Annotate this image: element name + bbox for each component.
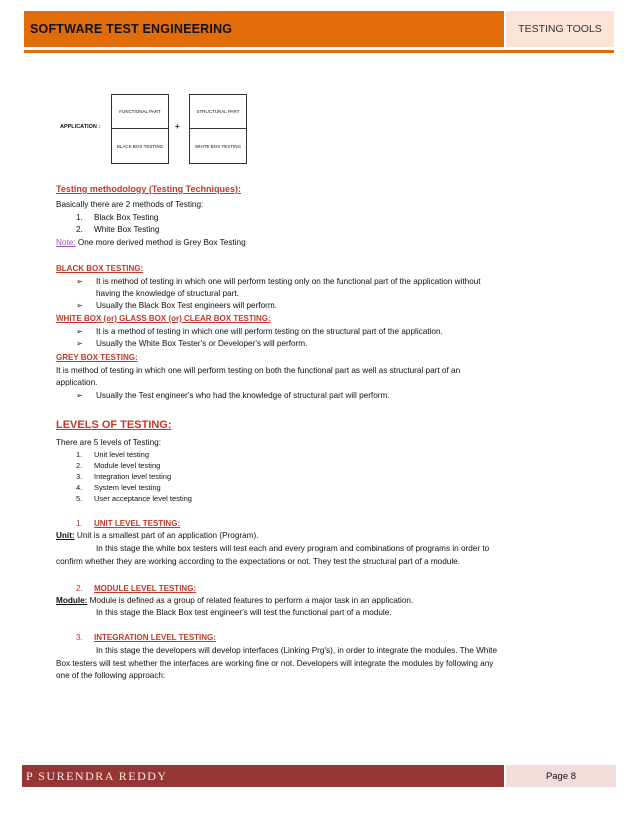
white-box-bullet	[76, 326, 443, 337]
unit-para: In this stage the white box testers will test each and every program and combinations of programs in order to	[96, 544, 490, 553]
note-text: One more derived method is Grey Box Testing	[75, 238, 246, 247]
module-heading: MODULE LEVEL TESTING:	[94, 584, 197, 593]
grey-box-para: It is method of testing in which one will perform testing on both the functional part as well as structural part of an	[56, 366, 461, 375]
black-box-bullet	[76, 300, 277, 311]
unit-def-text: Unit is a smallest part of an application (Program).	[74, 531, 259, 540]
black-box-bullet-text: Usually the Black Box Test engineers will perform.	[96, 301, 277, 310]
black-box-testing-label: BLACK BOX TESTING	[116, 143, 164, 149]
methodology-item-num: 1.	[76, 213, 83, 222]
plus-sign: +	[175, 122, 180, 131]
module-definition	[56, 595, 413, 606]
levels-item	[76, 482, 161, 493]
black-box-bullet-cont: having the knowledge of structural part.	[96, 289, 239, 298]
levels-item-text: System level testing	[94, 483, 161, 492]
integration-num: 3.	[76, 633, 83, 642]
white-box-bullet	[76, 338, 307, 349]
integration-para-cont: one of the following approach:	[56, 671, 166, 680]
arrow-bullet-icon: ➢	[76, 391, 83, 400]
white-box-heading: WHITE BOX (or) GLASS BOX (or) CLEAR BOX TESTING:	[56, 314, 271, 323]
structural-part-label: STRUCTURAL PART	[190, 95, 246, 129]
levels-item	[76, 493, 192, 504]
unit-heading-row	[76, 518, 180, 529]
methodology-item-text: White Box Testing	[94, 225, 160, 234]
levels-item-text: Integration level testing	[94, 472, 172, 481]
module-para: In this stage the Black Box test engineer's will test the functional part of a module.	[96, 608, 392, 617]
black-box-bullet	[76, 276, 481, 287]
methodology-heading: Testing methodology (Testing Techniques):	[56, 184, 241, 194]
methodology-note	[56, 237, 246, 248]
levels-item	[76, 460, 160, 471]
levels-item-text: User acceptance level testing	[94, 494, 192, 503]
levels-item-num: 5.	[76, 494, 83, 503]
levels-item-num: 1.	[76, 450, 83, 459]
module-def-text: Module is defined as a group of related features to perform a major task in an application.	[87, 596, 414, 605]
functional-part-label: FUNCTIONAL PART	[112, 95, 168, 129]
note-label: Note:	[56, 238, 76, 247]
unit-def-label: Unit:	[56, 531, 75, 540]
white-box-testing-label: WHITE BOX TESTING	[195, 143, 241, 149]
unit-definition	[56, 530, 259, 541]
arrow-bullet-icon: ➢	[76, 327, 83, 336]
page-header	[24, 11, 614, 47]
white-box-bullet-text: Usually the White Box Tester's or Developer's will perform.	[96, 339, 308, 348]
grey-box-bullet-text: Usually the Test engineer's who had the knowledge of structural part will perform.	[96, 391, 390, 400]
arrow-bullet-icon: ➢	[76, 277, 83, 286]
grey-box-para-cont: application.	[56, 378, 98, 387]
methodology-item-num: 2.	[76, 225, 83, 234]
application-diagram	[60, 94, 260, 164]
levels-item-num: 4.	[76, 483, 83, 492]
integration-para: In this stage the developers will develop interfaces (Linking Prg's), in order to integrate the modules. The White	[96, 646, 497, 655]
methodology-item-text: Black Box Testing	[94, 213, 159, 222]
levels-item-num: 2.	[76, 461, 83, 470]
methodology-item	[76, 224, 159, 235]
functional-part-box	[111, 94, 169, 164]
integration-heading-row	[76, 632, 216, 643]
module-num: 2.	[76, 584, 83, 593]
grey-box-heading: GREY BOX TESTING:	[56, 353, 138, 362]
methodology-item	[76, 212, 158, 223]
methodology-intro: Basically there are 2 methods of Testing:	[56, 200, 204, 209]
header-title: SOFTWARE TEST ENGINEERING	[24, 11, 504, 47]
levels-item-text: Unit level testing	[94, 450, 150, 459]
black-box-bullet-text: It is method of testing in which one will perform testing only on the functional part of the application without	[96, 277, 481, 286]
levels-item	[76, 449, 149, 460]
levels-item-num: 3.	[76, 472, 83, 481]
arrow-bullet-icon: ➢	[76, 339, 83, 348]
structural-part-box	[189, 94, 247, 164]
unit-num: 1.	[76, 519, 83, 528]
integration-heading: INTEGRATION LEVEL TESTING:	[94, 633, 216, 642]
footer-page-number: Page 8	[504, 765, 616, 787]
levels-intro: There are 5 levels of Testing:	[56, 438, 161, 447]
page-footer	[22, 765, 616, 787]
application-label: APPLICATION :	[60, 124, 101, 130]
levels-heading: LEVELS OF TESTING:	[56, 419, 172, 431]
unit-heading: UNIT LEVEL TESTING:	[94, 519, 181, 528]
module-def-label: Module:	[56, 596, 88, 605]
white-box-bullet-text: It is a method of testing in which one will perform testing on the structural part of the application.	[96, 327, 443, 336]
grey-box-bullet	[76, 390, 390, 401]
module-heading-row	[76, 583, 196, 594]
black-box-heading: BLACK BOX TESTING:	[56, 264, 144, 273]
footer-author: P SURENDRA REDDY	[22, 765, 504, 787]
levels-item	[76, 471, 171, 482]
header-divider	[24, 50, 614, 53]
levels-item-text: Module level testing	[94, 461, 161, 470]
header-right-label: TESTING TOOLS	[504, 11, 614, 47]
unit-para-cont: confirm whether they are working according to the expectations or not. They test the structural part of a module.	[56, 557, 460, 566]
arrow-bullet-icon: ➢	[76, 301, 83, 310]
integration-para-cont: Box testers will test whether the interfaces are working fine or not. Developers will integrate the modules by following any	[56, 659, 494, 668]
